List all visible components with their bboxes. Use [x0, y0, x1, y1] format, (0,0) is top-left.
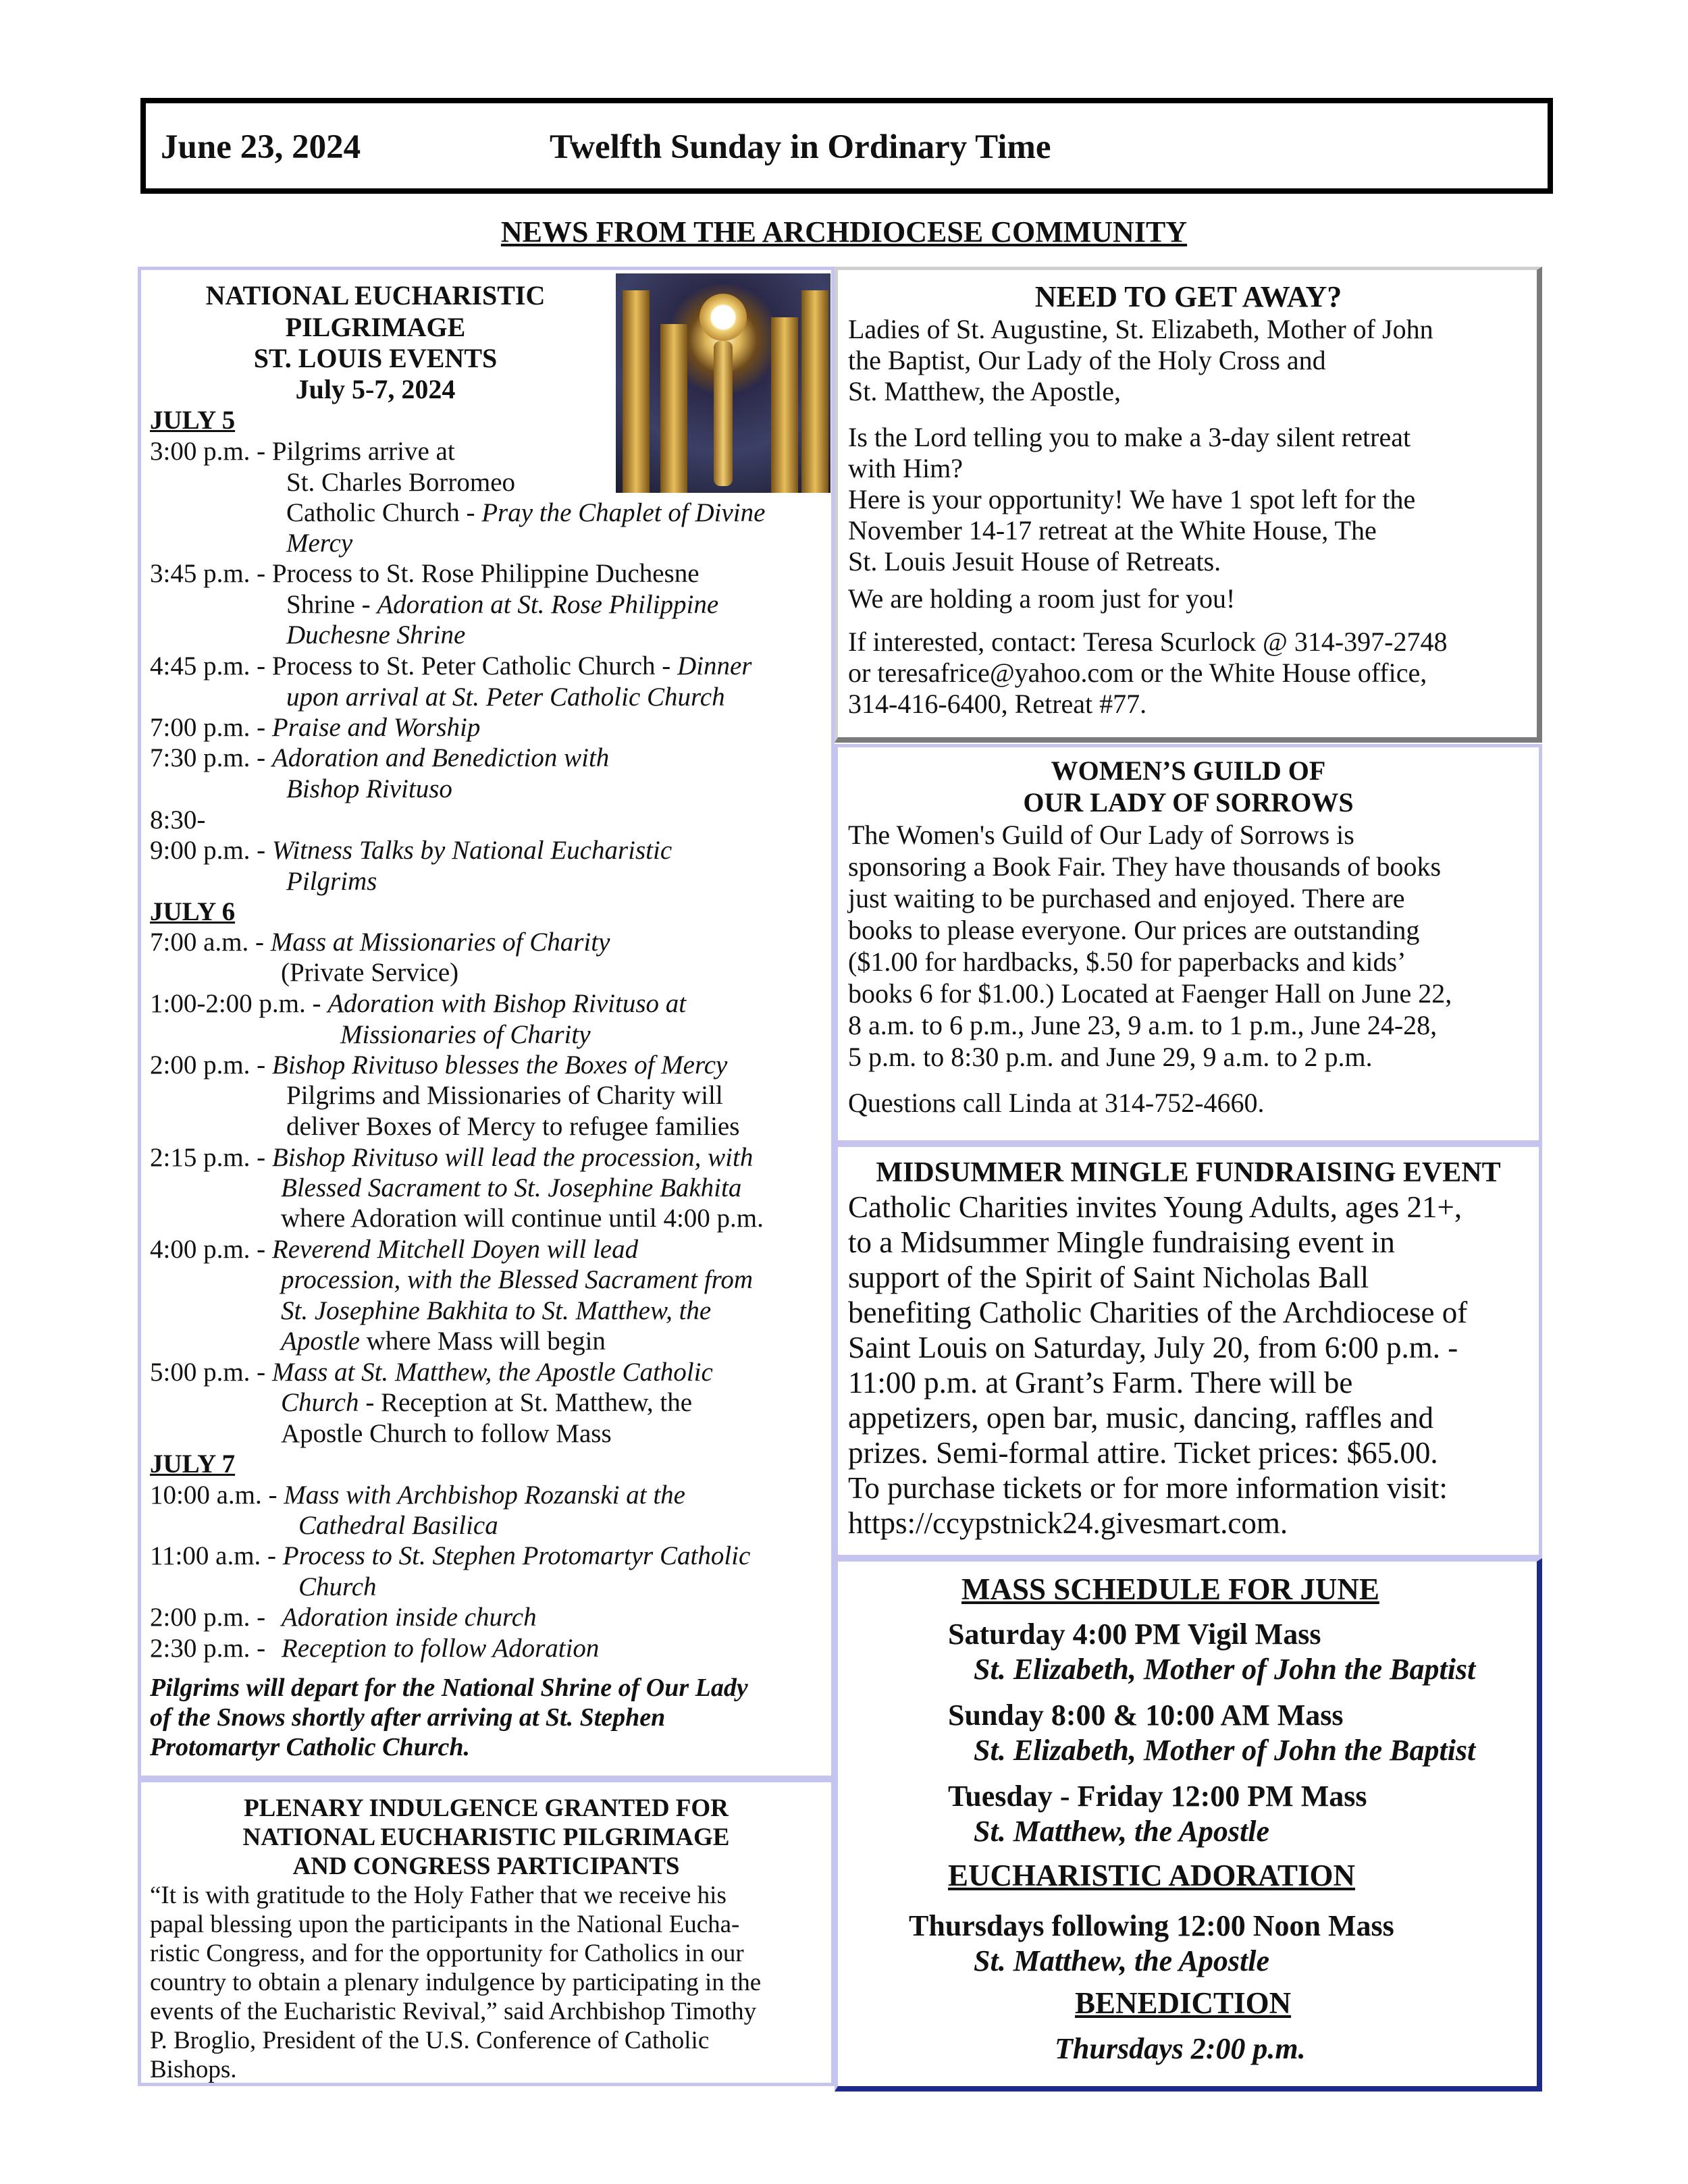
pilgrimage-title-3: ST. LOUIS EVENTS	[253, 343, 498, 373]
indulgence-title-1: PLENARY INDULGENCE GRANTED FOR	[244, 1794, 729, 1822]
event-line: 5:00 p.m. - Mass at St. Matthew, the Apostle Catholic	[150, 1358, 713, 1387]
getaway-body-line: Ladies of St. Augustine, St. Elizabeth, Mother of John	[848, 314, 1433, 344]
event-line: Church	[298, 1572, 377, 1601]
header-box	[140, 98, 1553, 194]
event-line: 2:30 p.m. - Reception to follow Adoration	[150, 1634, 600, 1663]
event-line: Apostle Church to follow Mass	[281, 1419, 612, 1448]
event-line: 2:00 p.m. - Bishop Rivituso blesses the Boxes of Mercy	[150, 1050, 728, 1080]
getaway-contact-line: or teresafrice@yahoo.com or the White House office,	[848, 658, 1427, 688]
adoration-time: Thursdays following 12:00 Noon Mass	[909, 1909, 1394, 1942]
event-line: Pilgrims and Missionaries of Charity will	[286, 1081, 723, 1110]
guild-body-line: 8 a.m. to 6 p.m., June 23, 9 a.m. to 1 p.m., June 24-28,	[848, 1010, 1438, 1040]
schedule-sunday: Sunday 8:00 & 10:00 AM Mass	[948, 1699, 1344, 1732]
july7-heading: JULY 7	[150, 1449, 236, 1479]
departure-note-line: of the Snows shortly after arriving at St. Stephen	[150, 1703, 666, 1732]
guild-body-line: ($1.00 for hardbacks, $.50 for paperbacks and kids’	[848, 947, 1406, 977]
schedule-weekday: Tuesday - Friday 12:00 PM Mass	[948, 1780, 1367, 1813]
getaway-body-line: We are holding a room just for you!	[848, 583, 1236, 614]
event-line: 10:00 a.m. - Mass with Archbishop Rozanski at the	[150, 1481, 685, 1510]
mingle-body-line: to a Midsummer Mingle fundraising event in	[848, 1225, 1395, 1259]
schedule-weekday-location: St. Matthew, the Apostle	[974, 1815, 1270, 1848]
event-line: St. Charles Borromeo	[286, 468, 516, 497]
event-line: Cathedral Basilica	[298, 1511, 498, 1540]
bulletin-date: June 23, 2024	[161, 128, 361, 166]
mingle-url: https://ccypstnick24.givesmart.com.	[848, 1506, 1288, 1540]
mingle-body-line: benefiting Catholic Charities of the Archdiocese of	[848, 1296, 1468, 1329]
adoration-title: EUCHARISTIC ADORATION	[948, 1859, 1356, 1892]
event-line: procession, with the Blessed Sacrament from	[281, 1265, 754, 1294]
event-line: 9:00 p.m. - Witness Talks by National Eucharistic	[150, 836, 672, 865]
guild-body-line: The Women's Guild of Our Lady of Sorrows is	[848, 820, 1354, 850]
event-line: Missionaries of Charity	[340, 1020, 591, 1049]
guild-body-line: books 6 for $1.00.) Located at Faenger Hall on June 22,	[848, 978, 1452, 1009]
event-line: St. Josephine Bakhita to St. Matthew, the	[281, 1296, 712, 1325]
event-line: (Private Service)	[281, 958, 459, 987]
event-line: deliver Boxes of Mercy to refugee families	[286, 1112, 740, 1141]
event-line: Apostle where Mass will begin	[281, 1327, 606, 1356]
indulgence-title-3: AND CONGRESS PARTICIPANTS	[292, 1853, 680, 1880]
guild-title-2: OUR LADY OF SORROWS	[1023, 787, 1354, 818]
schedule-saturday-location: St. Elizabeth, Mother of John the Baptist	[974, 1653, 1476, 1686]
departure-note-line: Protomartyr Catholic Church.	[150, 1733, 471, 1761]
mingle-body-line: prizes. Semi-formal attire. Ticket prices: $65.00.	[848, 1436, 1438, 1470]
guild-title-1: WOMEN’S GUILD OF	[1051, 755, 1326, 786]
liturgical-day: Twelfth Sunday in Ordinary Time	[550, 128, 1051, 166]
event-line: Bishop Rivituso	[286, 774, 452, 803]
event-line: Mercy	[286, 529, 353, 558]
guild-body-line: just waiting to be purchased and enjoyed. There are	[848, 883, 1405, 913]
indulgence-body-line: country to obtain a plenary indulgence by participating in the	[150, 1969, 762, 1996]
guild-body-line: sponsoring a Book Fair. They have thousands of books	[848, 851, 1442, 882]
news-title: NEWS FROM THE ARCHDIOCESE COMMUNITY	[500, 215, 1188, 248]
event-line: Pilgrims	[286, 867, 377, 896]
event-line: 8:30-	[150, 805, 206, 834]
pilgrimage-title-1: NATIONAL EUCHARISTIC	[205, 280, 546, 311]
guild-contact: Questions call Linda at 314-752-4660.	[848, 1088, 1265, 1118]
getaway-body-line: Is the Lord telling you to make a 3-day silent retreat	[848, 422, 1411, 452]
getaway-body-line: the Baptist, Our Lady of the Holy Cross and	[848, 345, 1326, 375]
indulgence-body-line: Bishops.	[150, 2056, 237, 2083]
july5-heading: JULY 5	[150, 406, 236, 435]
event-line: 3:00 p.m. - Pilgrims arrive at	[150, 437, 455, 466]
event-line: 3:45 p.m. - Process to St. Rose Philippine Duchesne	[150, 559, 700, 588]
event-line: 1:00-2:00 p.m. - Adoration with Bishop Rivituso at	[150, 989, 687, 1018]
getaway-body-line: St. Matthew, the Apostle,	[848, 376, 1122, 406]
monstrance-photo	[616, 273, 830, 493]
guild-body-line: 5 p.m. to 8:30 p.m. and June 29, 9 a.m. to 2 p.m.	[848, 1042, 1373, 1072]
mingle-body-line: 11:00 p.m. at Grant’s Farm. There will be	[848, 1366, 1353, 1400]
guild-body-line: books to please everyone. Our prices are outstanding	[848, 915, 1420, 945]
event-line: 7:00 p.m. - Praise and Worship	[150, 713, 481, 742]
event-line: 7:00 a.m. - Mass at Missionaries of Charity	[150, 928, 610, 957]
indulgence-body-line: papal blessing upon the participants in the National Eucha-	[150, 1911, 740, 1938]
event-line: Catholic Church - Pray the Chaplet of Divine	[286, 498, 766, 527]
departure-note-line: Pilgrims will depart for the National Shrine of Our Lady	[150, 1674, 748, 1702]
indulgence-body-line: P. Broglio, President of the U.S. Conference of Catholic	[150, 2027, 710, 2054]
schedule-title: MASS SCHEDULE FOR JUNE	[961, 1572, 1379, 1606]
adoration-location: St. Matthew, the Apostle	[974, 1944, 1270, 1977]
mingle-body-line: appetizers, open bar, music, dancing, raffles and	[848, 1401, 1434, 1435]
mingle-body-line: To purchase tickets or for more information visit:	[848, 1471, 1448, 1505]
event-line: 4:45 p.m. - Process to St. Peter Catholic Church - Dinner	[150, 651, 752, 681]
getaway-body-line: November 14-17 retreat at the White House, The	[848, 515, 1377, 545]
getaway-contact-line: 314-416-6400, Retreat #77.	[848, 689, 1147, 719]
getaway-contact-line: If interested, contact: Teresa Scurlock @ 314-397-2748	[848, 627, 1448, 657]
event-line: 2:15 p.m. - Bishop Rivituso will lead the procession, with	[150, 1143, 754, 1172]
event-line: 11:00 a.m. - Process to St. Stephen Protomartyr Catholic	[150, 1541, 751, 1570]
getaway-body-line: St. Louis Jesuit House of Retreats.	[848, 546, 1221, 577]
mingle-body-line: Saint Louis on Saturday, July 20, from 6:00 p.m. -	[848, 1331, 1458, 1364]
event-line: 7:30 p.m. - Adoration and Benediction with	[150, 743, 610, 772]
indulgence-title-2: NATIONAL EUCHARISTIC PILGRIMAGE	[242, 1823, 730, 1851]
mingle-body-line: Catholic Charities invites Young Adults, ages 21+,	[848, 1190, 1462, 1224]
schedule-saturday: Saturday 4:00 PM Vigil Mass	[948, 1618, 1321, 1651]
indulgence-body-line: “It is with gratitude to the Holy Father that we receive his	[150, 1882, 727, 1909]
pilgrimage-title-2: PILGRIMAGE	[285, 312, 466, 342]
getaway-body-line: with Him?	[848, 453, 963, 483]
event-line: 4:00 p.m. - Reverend Mitchell Doyen will lead	[150, 1235, 639, 1264]
event-line: where Adoration will continue until 4:00 p.m.	[281, 1204, 764, 1233]
mingle-body-line: support of the Spirit of Saint Nicholas Ball	[848, 1260, 1369, 1294]
event-line: Church - Reception at St. Matthew, the	[281, 1388, 693, 1417]
getaway-body-line: Here is your opportunity! We have 1 spot left for the	[848, 484, 1416, 514]
getaway-title: NEED TO GET AWAY?	[1034, 280, 1342, 313]
event-line: 2:00 p.m. - Adoration inside church	[150, 1603, 537, 1632]
pilgrimage-dates: July 5-7, 2024	[295, 374, 456, 404]
indulgence-body-line: events of the Eucharistic Revival,” said Archbishop Timothy	[150, 1998, 757, 2025]
event-line: upon arrival at St. Peter Catholic Church	[286, 683, 725, 712]
event-line: Blessed Sacrament to St. Josephine Bakhita	[281, 1173, 742, 1202]
benediction-time: Thursdays 2:00 p.m.	[1055, 2032, 1306, 2065]
july6-heading: JULY 6	[150, 897, 236, 926]
mingle-title: MIDSUMMER MINGLE FUNDRAISING EVENT	[876, 1157, 1501, 1188]
event-line: Duchesne Shrine	[286, 620, 466, 649]
benediction-title: BENEDICTION	[1075, 1986, 1292, 2020]
schedule-sunday-location: St. Elizabeth, Mother of John the Baptist	[974, 1734, 1476, 1767]
event-line: Shrine - Adoration at St. Rose Philippine	[286, 590, 719, 619]
indulgence-body-line: ristic Congress, and for the opportunity for Catholics in our	[150, 1940, 744, 1967]
